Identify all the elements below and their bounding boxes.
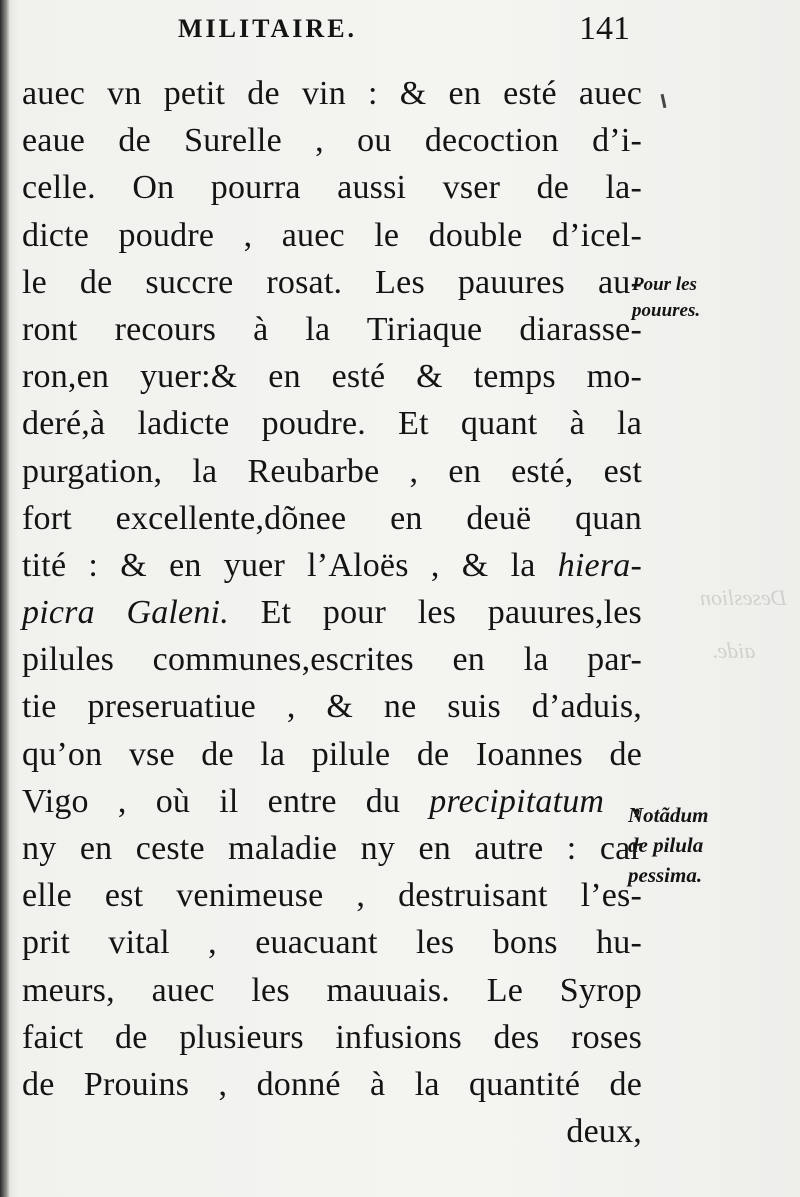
text-line: celle. On pourra aussi vser de la-	[22, 169, 642, 207]
text-line: pilules communes,escrites en la par-	[22, 641, 642, 679]
text-line: faict de plusieurs infusions des roses	[22, 1018, 642, 1056]
italic-term: precipitatum	[429, 782, 605, 820]
page-header	[150, 10, 630, 50]
text-line: qu’on vse de la pilule de Ioannes de	[22, 735, 642, 773]
margin-mark	[661, 94, 667, 108]
italic-term: picra Galeni.	[22, 594, 229, 632]
text-line: picra Galeni. Et pour les pauures,les	[22, 594, 642, 632]
text-line: dicte poudre , auec le double d’icel-	[22, 216, 642, 254]
text-line: meurs, auec les mauuais. Le Syrop	[22, 971, 642, 1009]
bleed-through-text: Deseslion	[700, 585, 787, 610]
text-line: tie preseruatiue , & ne suis d’aduis,	[22, 688, 642, 726]
text-line: auec vn petit de vin : & en esté auec	[22, 75, 642, 112]
text-line: fort excellente,dõnee en deuë quan	[22, 499, 642, 537]
page-gutter	[0, 0, 10, 1197]
italic-term: hiera-	[557, 546, 642, 584]
running-title: MILITAIRE.	[178, 14, 358, 43]
text-line: purgation, la Reubarbe , en esté, est	[22, 452, 642, 490]
bleed-through-text: aide.	[712, 638, 756, 663]
margin-note-pilula: Notãdum de pilula pessima.	[628, 803, 709, 887]
text-line: prit vital , euacuant les bons hu-	[22, 924, 642, 962]
body-text	[22, 70, 642, 1155]
text-line: elle est venimeuse , destruisant l’es-	[22, 877, 642, 915]
text-line: ny en ceste maladie ny en autre : car	[22, 830, 642, 867]
text-line: deré,à ladicte poudre. Et quant à la	[22, 405, 642, 443]
text-line: Vigo , où il entre du precipitatum ,	[22, 782, 643, 820]
text-line: eaue de Surelle , ou decoction d’i-	[22, 122, 642, 160]
text-line: le de succre rosat. Les pauures au-	[22, 263, 642, 301]
catchword-line: deux,	[566, 1113, 642, 1151]
text-line: tité : & en yuer l’Aloës , & la hiera-	[22, 546, 642, 584]
page-number: 141	[579, 10, 630, 47]
text-line: ront recours à la Tiriaque diarasse-	[22, 310, 642, 348]
margin-note-pauures: Pour les pouures.	[632, 274, 701, 321]
text-line: ron,en yuer:& en esté & temps mo-	[22, 358, 642, 396]
text-line: de Prouins , donné à la quantité de	[22, 1065, 642, 1103]
